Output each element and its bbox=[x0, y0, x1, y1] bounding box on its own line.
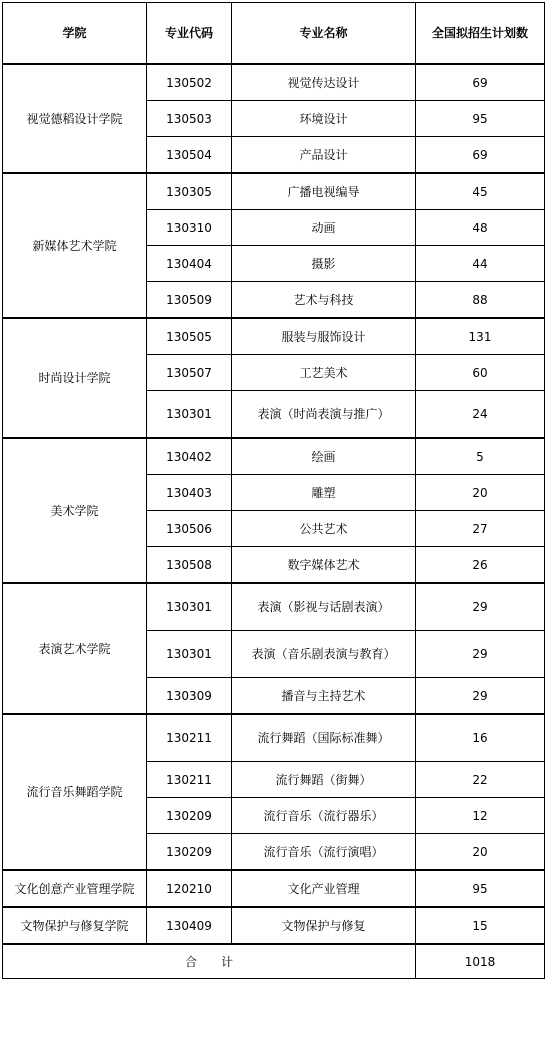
quota-cell: 60 bbox=[416, 355, 545, 391]
code-cell: 130211 bbox=[147, 714, 232, 762]
major-name-cell: 表演（时尚表演与推广） bbox=[232, 391, 416, 439]
quota-cell: 45 bbox=[416, 173, 545, 210]
code-cell: 130310 bbox=[147, 210, 232, 246]
table-row bbox=[3, 583, 545, 631]
table-body bbox=[3, 64, 545, 944]
quota-cell: 27 bbox=[416, 511, 545, 547]
college-cell: 文物保护与修复学院 bbox=[3, 907, 147, 944]
total-label: 合 计 bbox=[3, 944, 416, 979]
major-name-cell: 视觉传达设计 bbox=[232, 64, 416, 101]
quota-cell: 69 bbox=[416, 64, 545, 101]
quota-cell: 5 bbox=[416, 438, 545, 475]
code-cell: 130301 bbox=[147, 391, 232, 439]
code-cell: 130301 bbox=[147, 583, 232, 631]
code-cell: 130502 bbox=[147, 64, 232, 101]
college-cell: 美术学院 bbox=[3, 438, 147, 583]
major-name-cell: 服装与服饰设计 bbox=[232, 318, 416, 355]
code-cell: 130509 bbox=[147, 282, 232, 319]
quota-cell: 22 bbox=[416, 762, 545, 798]
table-row bbox=[3, 907, 545, 944]
quota-cell: 20 bbox=[416, 834, 545, 871]
major-name-cell: 文物保护与修复 bbox=[232, 907, 416, 944]
major-name-cell: 文化产业管理 bbox=[232, 870, 416, 907]
major-name-cell: 动画 bbox=[232, 210, 416, 246]
total-quota: 1018 bbox=[416, 944, 545, 979]
major-name-cell: 流行舞蹈（街舞） bbox=[232, 762, 416, 798]
major-name-cell: 流行舞蹈（国际标准舞） bbox=[232, 714, 416, 762]
header-quota: 全国拟招生计划数 bbox=[416, 3, 545, 65]
code-cell: 130506 bbox=[147, 511, 232, 547]
major-name-cell: 数字媒体艺术 bbox=[232, 547, 416, 584]
major-name-cell: 表演（影视与话剧表演） bbox=[232, 583, 416, 631]
quota-cell: 44 bbox=[416, 246, 545, 282]
quota-cell: 20 bbox=[416, 475, 545, 511]
header-college: 学院 bbox=[3, 3, 147, 65]
code-cell: 130305 bbox=[147, 173, 232, 210]
major-name-cell: 雕塑 bbox=[232, 475, 416, 511]
code-cell: 130301 bbox=[147, 631, 232, 678]
code-cell: 120210 bbox=[147, 870, 232, 907]
code-cell: 130504 bbox=[147, 137, 232, 174]
code-cell: 130404 bbox=[147, 246, 232, 282]
code-cell: 130508 bbox=[147, 547, 232, 584]
college-cell: 文化创意产业管理学院 bbox=[3, 870, 147, 907]
code-cell: 130409 bbox=[147, 907, 232, 944]
enrollment-plan-table bbox=[2, 2, 545, 979]
major-name-cell: 表演（音乐剧表演与教育） bbox=[232, 631, 416, 678]
quota-cell: 12 bbox=[416, 798, 545, 834]
table-row bbox=[3, 714, 545, 762]
quota-cell: 48 bbox=[416, 210, 545, 246]
code-cell: 130503 bbox=[147, 101, 232, 137]
quota-cell: 16 bbox=[416, 714, 545, 762]
major-name-cell: 流行音乐（流行演唱） bbox=[232, 834, 416, 871]
code-cell: 130505 bbox=[147, 318, 232, 355]
major-name-cell: 工艺美术 bbox=[232, 355, 416, 391]
quota-cell: 15 bbox=[416, 907, 545, 944]
code-cell: 130507 bbox=[147, 355, 232, 391]
table-row bbox=[3, 64, 545, 101]
major-name-cell: 摄影 bbox=[232, 246, 416, 282]
quota-cell: 26 bbox=[416, 547, 545, 584]
table-row bbox=[3, 870, 545, 907]
table-row bbox=[3, 318, 545, 355]
major-name-cell: 公共艺术 bbox=[232, 511, 416, 547]
quota-cell: 131 bbox=[416, 318, 545, 355]
major-name-cell: 绘画 bbox=[232, 438, 416, 475]
table-row bbox=[3, 173, 545, 210]
college-cell: 新媒体艺术学院 bbox=[3, 173, 147, 318]
college-cell: 时尚设计学院 bbox=[3, 318, 147, 438]
major-name-cell: 环境设计 bbox=[232, 101, 416, 137]
header-name: 专业名称 bbox=[232, 3, 416, 65]
quota-cell: 95 bbox=[416, 870, 545, 907]
quota-cell: 69 bbox=[416, 137, 545, 174]
college-cell: 表演艺术学院 bbox=[3, 583, 147, 714]
code-cell: 130209 bbox=[147, 834, 232, 871]
code-cell: 130209 bbox=[147, 798, 232, 834]
code-cell: 130403 bbox=[147, 475, 232, 511]
quota-cell: 29 bbox=[416, 631, 545, 678]
major-name-cell: 广播电视编导 bbox=[232, 173, 416, 210]
code-cell: 130309 bbox=[147, 678, 232, 715]
quota-cell: 95 bbox=[416, 101, 545, 137]
quota-cell: 29 bbox=[416, 583, 545, 631]
college-cell: 流行音乐舞蹈学院 bbox=[3, 714, 147, 870]
college-cell: 视觉德稻设计学院 bbox=[3, 64, 147, 173]
code-cell: 130211 bbox=[147, 762, 232, 798]
quota-cell: 88 bbox=[416, 282, 545, 319]
quota-cell: 29 bbox=[416, 678, 545, 715]
code-cell: 130402 bbox=[147, 438, 232, 475]
table-header-row bbox=[3, 3, 545, 65]
table-row bbox=[3, 438, 545, 475]
major-name-cell: 流行音乐（流行器乐） bbox=[232, 798, 416, 834]
major-name-cell: 产品设计 bbox=[232, 137, 416, 174]
total-row bbox=[3, 944, 545, 979]
quota-cell: 24 bbox=[416, 391, 545, 439]
major-name-cell: 艺术与科技 bbox=[232, 282, 416, 319]
major-name-cell: 播音与主持艺术 bbox=[232, 678, 416, 715]
header-code: 专业代码 bbox=[147, 3, 232, 65]
